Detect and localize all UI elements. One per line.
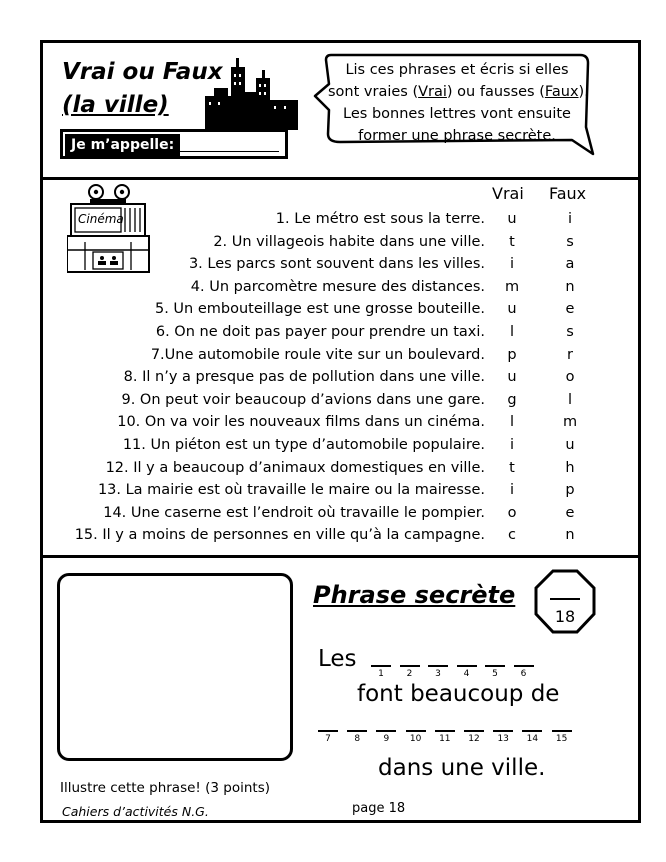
statement-text: 10. On va voir les nouveaux films dans un cinéma.: [117, 414, 485, 431]
blank-number: 6: [520, 669, 527, 679]
statement-text: 5. Un embouteillage est une grosse bouteille.: [154, 301, 485, 318]
vrai-letter[interactable]: i: [509, 256, 515, 273]
statement-row: [40, 524, 600, 546]
vrai-letter[interactable]: i: [509, 437, 515, 453]
illustrate-instruction: Illustre cette phrase! (3 points): [60, 780, 270, 796]
divider-bottom: [40, 555, 641, 558]
statement-text: 8. Il n’y a presque pas de pollution dans une ville.: [123, 369, 485, 386]
faux-letter[interactable]: e: [565, 301, 575, 318]
faux-letter[interactable]: h: [565, 459, 575, 476]
faux-letter[interactable]: o: [565, 369, 575, 386]
answer-blank[interactable]: [428, 665, 448, 667]
instructions-line2: sont vraies (Vrai) ou fausses (Faux).: [328, 84, 589, 100]
footer-left: Cahiers d’activités N.G.: [62, 804, 209, 819]
vrai-letter[interactable]: u: [507, 211, 517, 227]
cinema-sign: Cinéma: [78, 212, 124, 226]
statement-row: [40, 344, 600, 366]
faux-letter[interactable]: u: [565, 437, 575, 453]
statement-text: 13. La mairie est où travaille le maire ou la mairesse.: [97, 482, 485, 499]
title-line1: Vrai ou Faux: [62, 59, 223, 85]
statement-text: 2. Un villageois habite dans une ville.: [213, 233, 485, 250]
name-field[interactable]: [175, 151, 279, 152]
statement-text: 15. Il y a moins de personnes en ville qu’à la campagne.: [74, 527, 485, 544]
instructions-line4: former une phrase secrète.: [358, 128, 556, 144]
title-line2: (la ville): [62, 92, 169, 118]
statement-row: [40, 231, 600, 253]
vrai-letter[interactable]: o: [507, 504, 517, 521]
blank-number: 3: [435, 669, 441, 679]
answer-blank[interactable]: [347, 730, 367, 732]
illustration-box[interactable]: [57, 573, 293, 761]
answer-blank[interactable]: [376, 730, 396, 732]
vrai-letter[interactable]: c: [508, 527, 516, 544]
answer-blank[interactable]: [400, 665, 420, 667]
answer-blank[interactable]: [493, 730, 513, 732]
statement-row: [40, 321, 600, 343]
name-label: Je m’appelle:: [65, 134, 180, 156]
blank-number: 9: [383, 734, 390, 744]
blank-number: 4: [463, 669, 470, 679]
statement-row: [40, 479, 600, 501]
answer-blank[interactable]: [552, 730, 572, 732]
answer-blank[interactable]: [464, 730, 484, 732]
instructions-line1: Lis ces phrases et écris si elles: [345, 62, 569, 78]
faux-letter[interactable]: s: [566, 233, 574, 250]
faux-letter[interactable]: i: [567, 211, 573, 227]
vrai-letter[interactable]: m: [505, 278, 520, 295]
statement-text: 4. Un parcomètre mesure des distances.: [190, 278, 485, 295]
faux-letter[interactable]: a: [565, 256, 575, 273]
faux-letter[interactable]: n: [565, 527, 575, 544]
answer-blank[interactable]: [406, 730, 426, 732]
answer-blank[interactable]: [318, 730, 338, 732]
vrai-letter[interactable]: l: [509, 414, 515, 431]
blank-number: 13: [497, 734, 509, 744]
answer-blank[interactable]: [457, 665, 477, 667]
statement-row: [40, 208, 600, 230]
vrai-letter[interactable]: u: [507, 369, 517, 386]
faux-letter[interactable]: e: [565, 504, 575, 521]
answer-blank[interactable]: [435, 730, 455, 732]
blank-number: 7: [325, 734, 331, 744]
blank-number: 2: [406, 669, 413, 679]
vrai-letter[interactable]: p: [507, 346, 517, 363]
statement-text: 1. Le métro est sous la terre.: [275, 211, 485, 227]
faux-letter[interactable]: p: [565, 482, 575, 499]
instructions-line3: Les bonnes lettres vont ensuite: [343, 106, 571, 122]
answer-blank[interactable]: [485, 665, 505, 667]
statement-row: [40, 502, 600, 524]
statement-row: [40, 253, 600, 275]
secret-line-2: font beaucoup de: [357, 681, 560, 707]
divider-top: [40, 177, 641, 180]
statement-text: 7.Une automobile roule vite sur un boulevard.: [150, 346, 485, 363]
blank-number: 8: [354, 734, 361, 744]
column-faux: Faux: [549, 184, 587, 203]
vrai-letter[interactable]: t: [509, 459, 515, 476]
city-skyline-icon: [200, 52, 300, 132]
statement-row: [40, 389, 600, 411]
vrai-letter[interactable]: t: [509, 233, 515, 250]
statement-row: [40, 276, 600, 298]
answer-blank[interactable]: [371, 665, 391, 667]
faux-letter[interactable]: s: [566, 324, 574, 340]
statement-row: [40, 457, 600, 479]
faux-letter[interactable]: n: [565, 278, 575, 295]
statement-row: [40, 298, 600, 320]
vrai-letter[interactable]: l: [509, 324, 515, 340]
blank-number: 14: [526, 734, 539, 744]
score-total: 18: [554, 607, 576, 626]
statement-row: [40, 434, 600, 456]
statement-text: 6. On ne doit pas payer pour prendre un taxi.: [155, 324, 485, 340]
faux-letter[interactable]: r: [567, 346, 573, 363]
column-vrai: Vrai: [492, 184, 524, 203]
answer-blank[interactable]: [514, 665, 534, 667]
vrai-letter[interactable]: u: [507, 301, 517, 318]
vrai-letter[interactable]: i: [509, 482, 515, 499]
secret-phrase-title: Phrase secrète: [313, 581, 516, 609]
statement-text: 11. Un piéton est un type d’automobile populaire.: [122, 437, 485, 453]
blank-number: 10: [409, 734, 422, 744]
page-number: page 18: [352, 801, 406, 816]
statement-text: 14. Une caserne est l’endroit où travaille le pompier.: [103, 504, 485, 521]
blank-number: 15: [555, 734, 568, 744]
statement-text: 12. Il y a beaucoup d’animaux domestiques en ville.: [105, 459, 485, 476]
statement-text: 9. On peut voir beaucoup d’avions dans une gare.: [121, 391, 485, 408]
faux-letter[interactable]: m: [563, 414, 578, 431]
blank-number: 12: [468, 734, 480, 744]
answer-blank[interactable]: [522, 730, 542, 732]
blank-number: 11: [439, 734, 451, 744]
instructions-bubble: [310, 52, 595, 160]
faux-letter[interactable]: l: [567, 391, 573, 408]
vrai-letter[interactable]: g: [507, 391, 517, 408]
name-box: [60, 129, 288, 159]
blank-number: 5: [492, 669, 498, 679]
statement-row: [40, 411, 600, 433]
statement-text: 3. Les parcs sont souvent dans les villes.: [188, 256, 485, 273]
blank-number: 1: [378, 669, 384, 679]
statement-row: [40, 366, 600, 388]
instructions-text: [328, 59, 589, 147]
secret-word-les: Les: [318, 646, 357, 672]
secret-line-4: dans une ville.: [378, 755, 546, 781]
